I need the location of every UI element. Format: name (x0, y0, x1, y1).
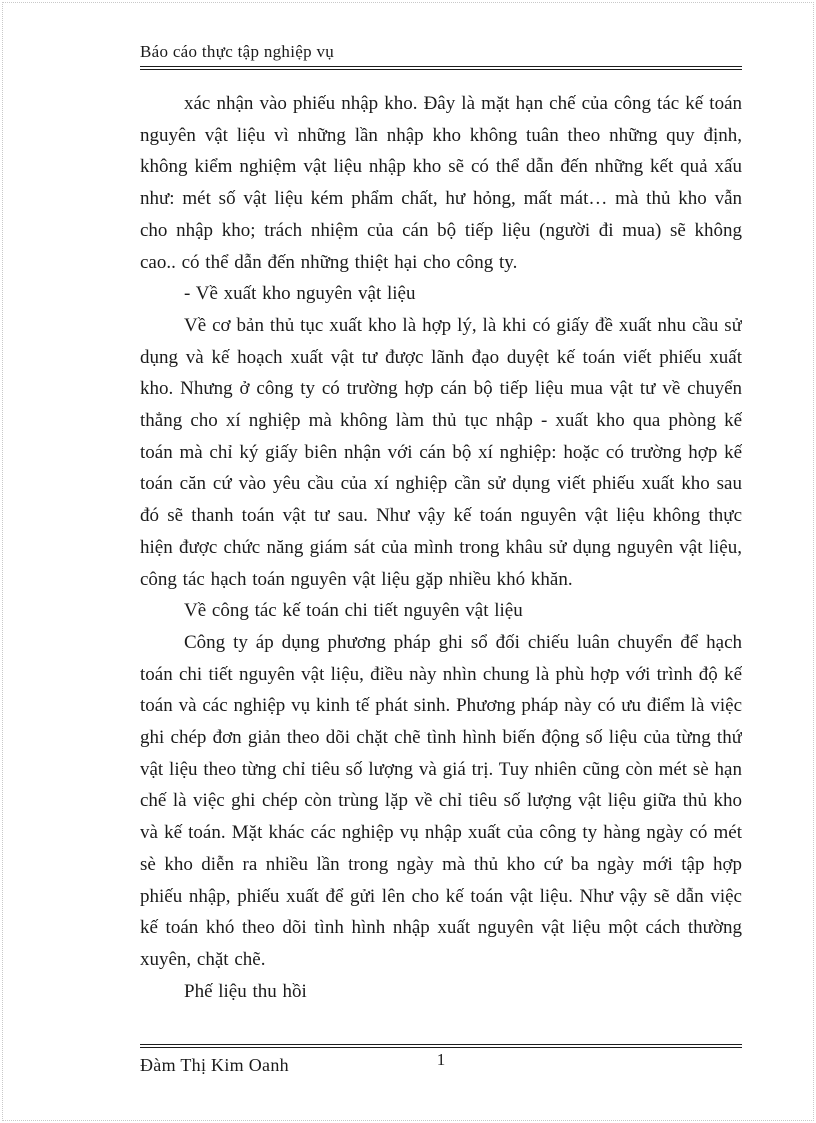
document-body (140, 88, 742, 1038)
paragraph: xác nhận vào phiếu nhập kho. Đây là mặt hạn chế của công tác kế toán nguyên vật liệu vì những lần nhập kho không tuân theo những quy định, không kiểm nghiệm vật liệu nhập kho sẽ có thể dẫn đến những kết quả xấu như: mét số vật liệu kém phẩm chất, hư hỏng, mất mát… mà thủ kho vẫn cho nhập kho; trách nhiệm của cán bộ tiếp liệu (người đi mua) sẽ không cao.. có thể dẫn đến những thiệt hại cho công ty. (140, 93, 742, 273)
header-rule (140, 66, 742, 70)
footer-author: Đàm Thị Kim Oanh (140, 1055, 289, 1075)
footer-rule (140, 1044, 742, 1048)
paragraph: Về cơ bản thủ tục xuất kho là hợp lý, là khi có giấy đề xuất nhu cầu sử dụng và kế hoạch xuất vật tư được lãnh đạo duyệt kế toán viết phiếu xuất kho. Nhưng ở công ty có trường hợp cán bộ tiếp liệu mua vật tư về chuyển thẳng cho xí nghiệp mà không làm thủ tục nhập - xuất kho qua phòng kế toán mà chỉ ký giấy biên nhận với cán bộ xí nghiệp: hoặc có trường hợp kế toán căn cứ vào yêu cầu của xí nghiệp cần sử dụng viết phiếu xuất kho sau đó sẽ thanh toán vật tư sau. Như vậy kế toán nguyên vật liệu không thực hiện được chức năng giám sát của mình trong khâu sử dụng nguyên vật liệu, công tác hạch toán nguyên vật liệu gặp nhiều khó khăn. (140, 314, 742, 590)
header-title: Báo cáo thực tập nghiệp vụ (140, 42, 335, 61)
page-number: 1 (436, 1050, 446, 1069)
paragraph: - Về xuất kho nguyên vật liệu (184, 283, 416, 305)
paragraph: Về công tác kế toán chi tiết nguyên vật liệu (184, 600, 523, 622)
paragraph: Công ty áp dụng phương pháp ghi sổ đối chiếu luân chuyển để hạch toán chi tiết nguyên vật liệu, điều này nhìn chung là phù hợp với trình độ kế toán và các nghiệp vụ kinh tế phát sinh. Phương pháp này có ưu điểm là việc ghi chép đơn giản theo dõi chặt chẽ tình hình biến động số liệu của từng thứ vật liệu theo từng chỉ tiêu số lượng và giá trị. Tuy nhiên cũng còn mét sè hạn chế là việc ghi chép còn trùng lặp về chỉ tiêu số lượng vật liệu giữa thủ kho và kế toán. Mặt khác các nghiệp vụ nhập xuất của công ty hàng ngày có mét sè kho diễn ra nhiều lần trong ngày mà thủ kho cứ ba ngày mới tập hợp phiếu nhập, phiếu xuất để gửi lên cho kế toán vật liệu. Như vậy sẽ dẫn việc kế toán khó theo dõi tình hình nhập xuất nguyên vật liệu một cách thường xuyên, chặt chẽ. (140, 631, 742, 970)
page-footer (140, 1052, 742, 1078)
paragraph: Phế liệu thu hồi (184, 980, 307, 1002)
